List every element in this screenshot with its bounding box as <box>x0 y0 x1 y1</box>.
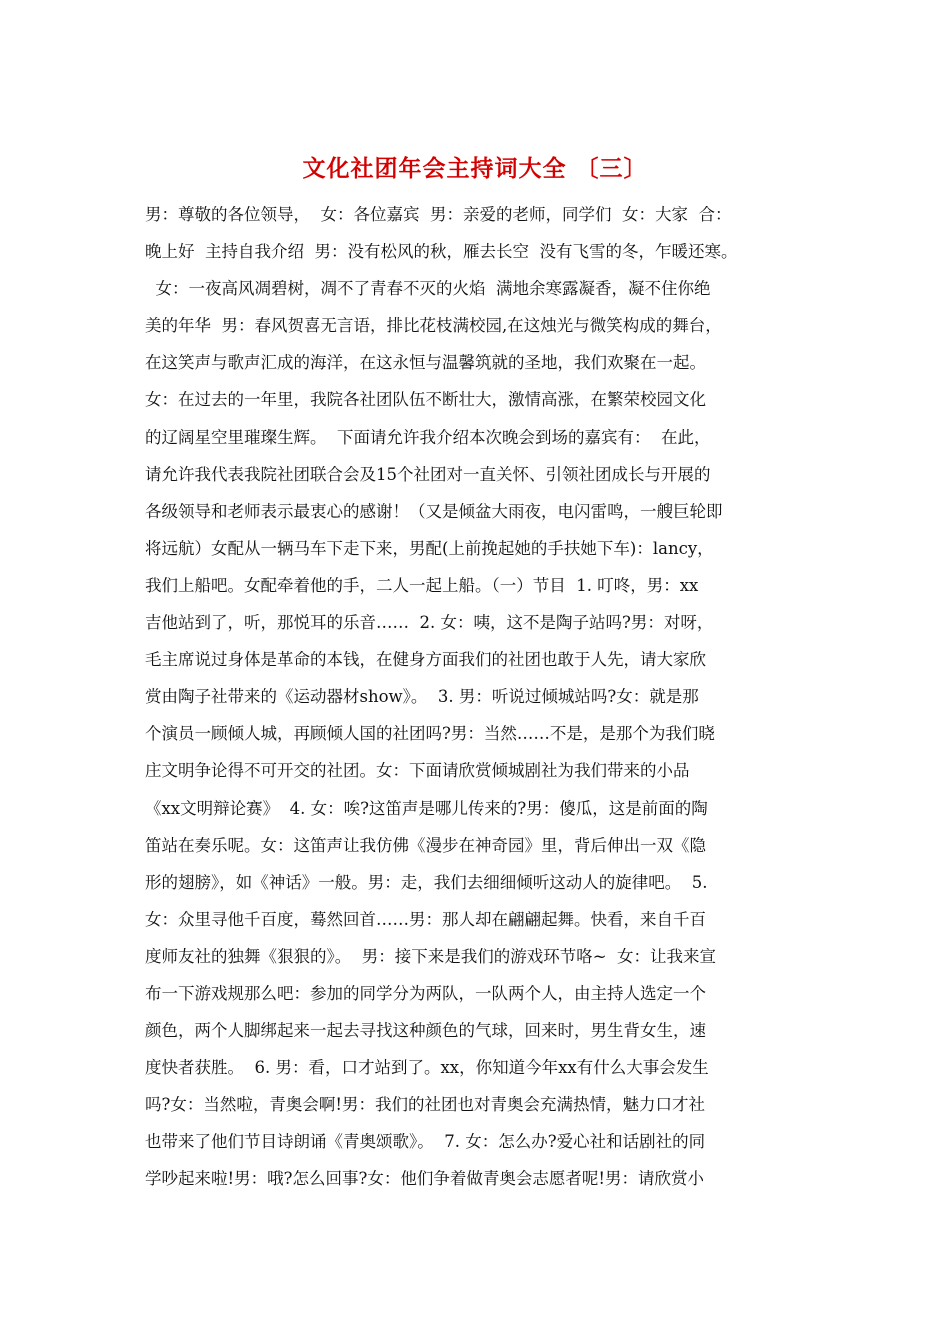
document-title: 文化社团年会主持词大全 〔三〕 <box>302 155 648 182</box>
body-line: 我们上船吧。女配牵着他的手，二人一起上船。（一）节目 1. 叮咚，男：xx <box>145 575 699 595</box>
body-line: 将远航）女配从一辆马车下走下来，男配(上前挽起她的手扶她下车)：lancy， <box>145 538 714 558</box>
body-line: 也带来了他们节目诗朗诵《青奥颂歌》。 7. 女：怎么办?爱心社和话剧社的同 <box>145 1132 706 1152</box>
body-line: 赏由陶子社带来的《运动器材show》。 3. 男：听说过倾城站吗?女：就是那 <box>145 687 699 707</box>
body-line: 吉他站到了，听，那悦耳的乐音…… 2. 女：咦，这不是陶子站吗?男：对呀， <box>145 613 714 633</box>
body-line: 的辽阔星空里璀璨生辉。 下面请允许我介绍本次晚会到场的嘉宾有： 在此， <box>145 427 711 447</box>
body-line: 学吵起来啦!男：哦?怎么回事?女：他们争着做青奥会志愿者呢!男：请欣赏小 <box>145 1169 704 1189</box>
body-line: 请允许我代表我院社团联合会及15个社团对一直关怀、引领社团成长与开展的 <box>145 464 711 484</box>
body-line: 形的翅膀》，如《神话》一般。男：走，我们去细细倾听这动人的旋律吧。 5. <box>145 872 708 892</box>
body-line: 度师友社的独舞《狠狠的》。 男：接下来是我们的游戏环节咯~ 女：让我来宣 <box>145 946 717 966</box>
body-line: 各级领导和老师表示最衷心的感谢！（又是倾盆大雨夜，电闪雷鸣，一艘巨轮即 <box>145 501 723 521</box>
body-line: 度快者获胜。 6. 男：看，口才站到了。xx，你知道今年xx有什么大事会发生 <box>145 1058 709 1078</box>
body-line: 晚上好 主持自我介绍 男：没有松风的秋，雁去长空 没有飞雪的冬，乍暖还寒。 <box>145 242 738 262</box>
body-line: 在这笑声与歌声汇成的海洋，在这永恒与温馨筑就的圣地，我们欢聚在一起。 <box>145 353 706 373</box>
body-line: 女：众里寻他千百度，蓦然回首……男：那人却在翩翩起舞。快看，来自千百 <box>145 909 706 929</box>
body-line: 个演员一顾倾人城，再顾倾人国的社团吗?男：当然……不是，是那个为我们晓 <box>145 724 715 744</box>
body-line: 女：在过去的一年里，我院各社团队伍不断壮大，激情高涨，在繁荣校园文化 <box>145 390 706 410</box>
body-line: 布一下游戏规那么吧：参加的同学分为两队，一队两个人，由主持人选定一个 <box>145 983 706 1003</box>
body-line: 美的年华 男：春风贺喜无言语，排比花枝满校园,在这烛光与微笑构成的舞台， <box>145 316 722 336</box>
body-line: 毛主席说过身体是革命的本钱，在健身方面我们的社团也敢于人先，请大家欣 <box>145 650 706 670</box>
document-body <box>145 196 805 1198</box>
body-line: 笛站在奏乐呢。女：这笛声让我仿佛《漫步在神奇园》里，背后伸出一双《隐 <box>145 835 706 855</box>
body-line: 女：一夜高风凋碧树，凋不了青春不灭的火焰 满地余寒露凝香，凝不住你绝 <box>145 279 711 299</box>
body-line: 《xx文明辩论赛》 4. 女：唉?这笛声是哪儿传来的?男：傻瓜，这是前面的陶 <box>145 798 708 818</box>
body-line: 男：尊敬的各位领导， 女：各位嘉宾 男：亲爱的老师，同学们 女：大家 合： <box>145 205 732 224</box>
body-line: 庄文明争论得不可开交的社团。女：下面请欣赏倾城剧社为我们带来的小品 <box>145 761 690 781</box>
body-line: 颜色，两个人脚绑起来一起去寻找这种颜色的气球，回来时，男生背女生，速 <box>145 1021 706 1041</box>
body-line: 吗?女：当然啦，青奥会啊!男：我们的社团也对青奥会充满热情，魅力口才社 <box>145 1095 705 1115</box>
